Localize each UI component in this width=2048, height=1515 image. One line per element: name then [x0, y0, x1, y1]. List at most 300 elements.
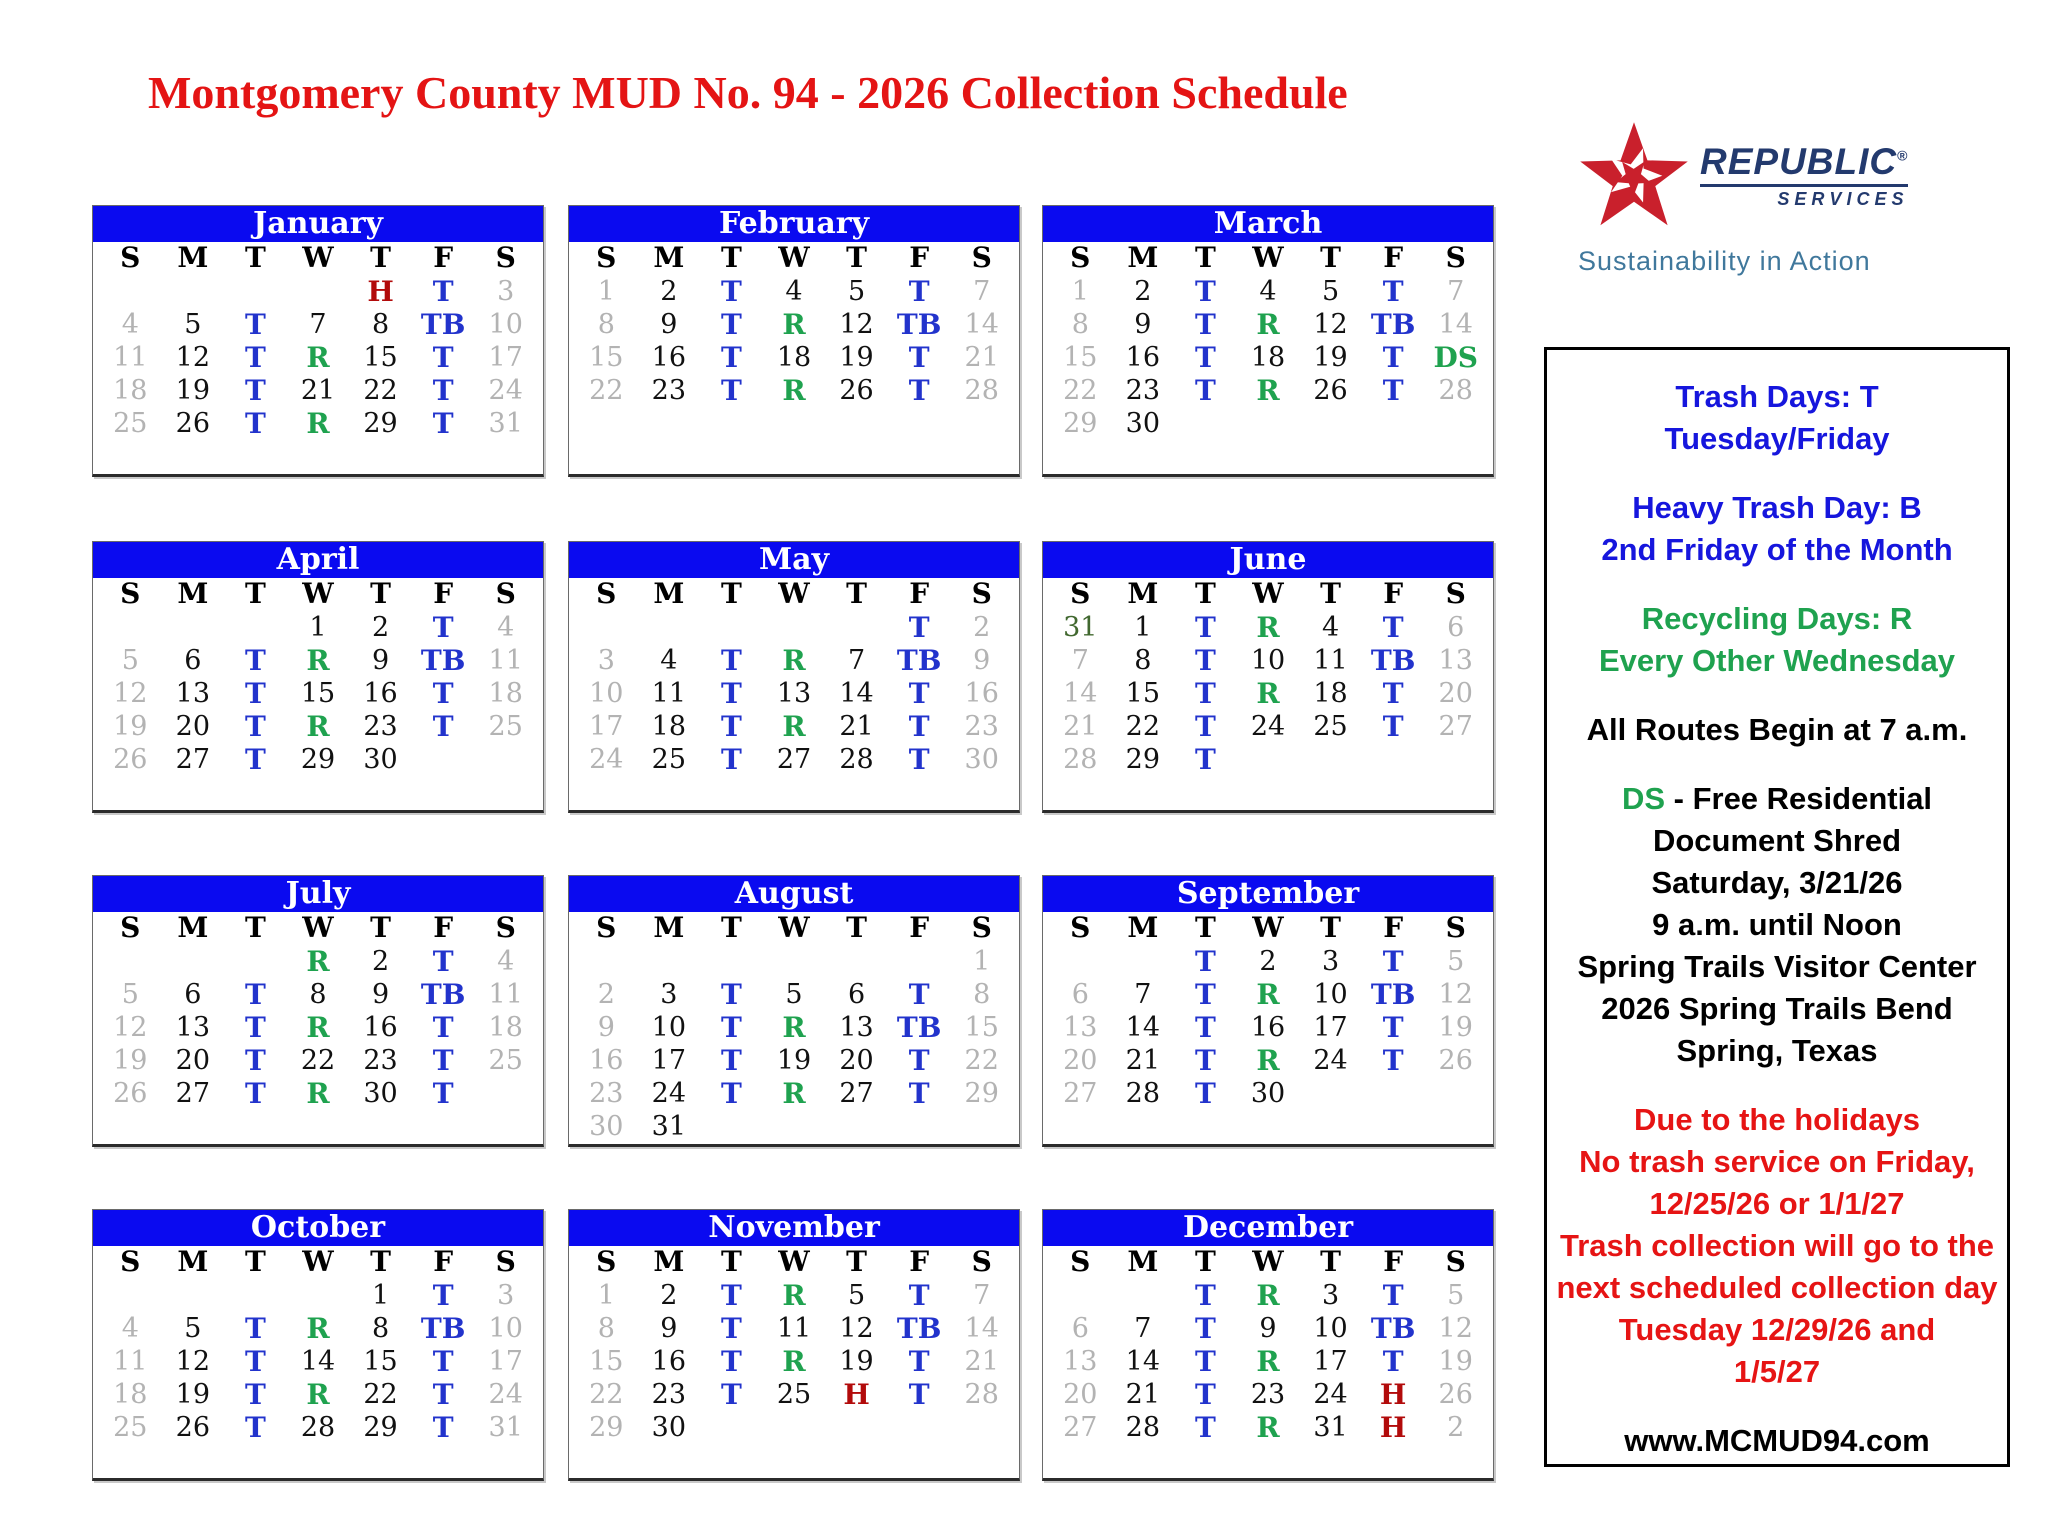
logo-tagline: Sustainability in Action — [1578, 246, 1871, 276]
calendar-day-cell — [224, 1279, 287, 1312]
calendar-day-cell — [1049, 1110, 1112, 1143]
calendar-day-cell: T — [1195, 275, 1216, 308]
calendar-day-cell — [99, 275, 162, 308]
calendar-day-cell: 8 — [597, 309, 615, 340]
calendar-day-cell — [224, 1110, 287, 1143]
calendar-day-cell: R — [1256, 1279, 1280, 1312]
calendar-day-cell — [1362, 743, 1425, 776]
day-of-week-header: S — [1070, 1245, 1091, 1278]
calendar-day-cell: 13 — [1438, 645, 1473, 676]
calendar-day-cell: 2 — [1259, 946, 1277, 977]
calendar-day-cell: 2 — [660, 276, 678, 307]
calendar-day-cell — [1112, 1110, 1175, 1143]
calendar-day-cell — [1237, 440, 1300, 473]
logo-sub-text: SERVICES — [1700, 184, 1908, 210]
calendar-day-cell: T — [1382, 1044, 1404, 1077]
calendar-day-cell: T — [1195, 374, 1216, 407]
calendar-day-cell — [474, 1444, 537, 1477]
calendar-day-cell — [888, 1444, 951, 1477]
calendar-day-cell — [575, 1444, 638, 1477]
calendar-day-cell: 18 — [113, 1379, 148, 1410]
calendar-day-cell: 28 — [1125, 1078, 1161, 1109]
calendar-day-cell: 11 — [488, 979, 523, 1010]
calendar-day-cell: 14 — [1063, 678, 1098, 709]
calendar-day-cell — [700, 945, 763, 978]
calendar-day-cell: 22 — [589, 375, 624, 406]
calendar-day-cell: T — [1195, 1044, 1216, 1077]
calendar-day-cell: 5 — [785, 979, 803, 1010]
calendar-day-cell: 3 — [497, 276, 515, 307]
month-september — [1042, 875, 1494, 1147]
calendar-day-cell: 11 — [1313, 645, 1348, 676]
calendar-day-cell: 26 — [839, 375, 874, 406]
calendar-day-cell: 18 — [113, 375, 148, 406]
calendar-day-cell — [950, 1444, 1013, 1477]
day-of-week-header: T — [1320, 577, 1341, 610]
calendar-day-cell — [99, 1279, 162, 1312]
calendar-day-cell: 25 — [651, 744, 687, 775]
day-of-week-header: S — [596, 577, 617, 610]
month-title: May — [569, 542, 1019, 578]
legend-line: 9 a.m. until Noon — [1652, 907, 1902, 942]
day-of-week-header: T — [1320, 241, 1341, 274]
calendar-day-cell: 10 — [1313, 979, 1348, 1010]
legend-line: All Routes Begin at 7 a.m. — [1586, 712, 1968, 747]
calendar-day-cell — [412, 1110, 475, 1143]
calendar-day-cell: T — [1195, 1345, 1216, 1378]
calendar-day-cell: T — [432, 407, 454, 440]
day-of-week-header: T — [370, 577, 391, 610]
calendar-day-cell: 21 — [300, 375, 336, 406]
calendar-day-cell: T — [245, 1312, 266, 1345]
day-of-week-header: T — [370, 911, 391, 944]
calendar-day-cell: 23 — [589, 1078, 624, 1109]
calendar-day-cell — [1049, 1444, 1112, 1477]
calendar-day-cell: 28 — [1125, 1412, 1161, 1443]
calendar-day-cell: 9 — [371, 979, 390, 1010]
calendar-day-cell: T — [432, 374, 454, 407]
calendar-day-cell: 15 — [363, 1346, 398, 1377]
calendar-day-cell: 17 — [1313, 1346, 1348, 1377]
calendar-day-cell: 7 — [309, 309, 327, 340]
calendar-day-cell: 27 — [1063, 1078, 1098, 1109]
calendar-day-cell: 31 — [488, 408, 523, 439]
month-april — [92, 541, 544, 813]
calendar-day-cell: 25 — [488, 711, 523, 742]
calendar-day-cell: R — [306, 710, 330, 743]
calendar-day-cell: 5 — [121, 645, 139, 676]
legend-section — [1555, 376, 1999, 460]
calendar-day-cell: 1 — [1071, 276, 1089, 307]
calendar-day-cell: H — [843, 1378, 870, 1411]
calendar-day-cell: 12 — [113, 678, 148, 709]
calendar-day-cell: T — [1195, 1279, 1216, 1312]
calendar-day-cell: 30 — [964, 744, 999, 775]
calendar-day-cell: 13 — [175, 1012, 211, 1043]
calendar-day-cell: T — [908, 710, 930, 743]
calendar-day-cell: 14 — [1125, 1012, 1161, 1043]
calendar-day-cell: 22 — [363, 375, 398, 406]
calendar-day-cell: 13 — [1063, 1012, 1098, 1043]
calendar-day-cell: T — [721, 743, 742, 776]
calendar-day-cell: 2 — [973, 612, 991, 643]
calendar-day-cell: 24 — [1313, 1045, 1348, 1076]
calendar-day-cell — [888, 776, 951, 809]
calendar-day-cell — [1237, 743, 1300, 776]
calendar-day-cell: 5 — [184, 309, 202, 340]
calendar-day-cell: T — [245, 374, 266, 407]
calendar-day-cell: 11 — [113, 1346, 148, 1377]
day-of-week-header: S — [1070, 577, 1091, 610]
calendar-day-cell — [349, 1110, 412, 1143]
calendar-day-cell — [1049, 945, 1112, 978]
calendar-day-cell: 24 — [651, 1078, 687, 1109]
calendar-day-cell — [825, 611, 888, 644]
calendar-day-cell: 25 — [776, 1379, 812, 1410]
day-of-week-header: S — [1070, 241, 1091, 274]
calendar-day-cell: 25 — [1313, 711, 1348, 742]
calendar-day-cell — [224, 776, 287, 809]
calendar-day-cell: T — [1195, 611, 1216, 644]
calendar-day-cell: 23 — [1250, 1379, 1286, 1410]
calendar-day-cell: 13 — [776, 678, 812, 709]
day-of-week-header: W — [1252, 577, 1284, 610]
month-title: February — [569, 206, 1019, 242]
day-of-week-header: S — [1445, 577, 1466, 610]
calendar-day-cell — [474, 1077, 537, 1110]
calendar-day-cell: 1 — [597, 1280, 615, 1311]
calendar-day-cell: 28 — [964, 375, 999, 406]
day-of-week-header: T — [1195, 577, 1216, 610]
day-of-week-header: S — [1445, 911, 1466, 944]
calendar-day-cell: 6 — [1447, 612, 1465, 643]
calendar-day-cell — [1362, 776, 1425, 809]
day-of-week-header: S — [971, 577, 992, 610]
calendar-day-cell: 4 — [660, 645, 678, 676]
calendar-day-cell: T — [1382, 275, 1404, 308]
calendar-day-cell: T — [432, 945, 454, 978]
calendar-day-cell: 23 — [1125, 375, 1161, 406]
calendar-day-cell — [1112, 945, 1175, 978]
calendar-day-cell: 19 — [1438, 1012, 1473, 1043]
calendar-day-cell — [888, 440, 951, 473]
month-days-grid — [1043, 912, 1493, 1143]
calendar-day-cell: 27 — [175, 744, 211, 775]
calendar-day-cell: R — [782, 644, 806, 677]
calendar-day-cell — [474, 440, 537, 473]
calendar-day-cell: 12 — [175, 1346, 211, 1377]
day-of-week-header: S — [971, 241, 992, 274]
calendar-day-cell: T — [721, 1345, 742, 1378]
calendar-day-cell: 19 — [175, 1379, 211, 1410]
calendar-day-cell: T — [721, 275, 742, 308]
calendar-day-cell: T — [721, 1044, 742, 1077]
calendar-day-cell: T — [245, 743, 266, 776]
calendar-day-cell: 19 — [1438, 1346, 1473, 1377]
day-of-week-header: S — [495, 577, 516, 610]
day-of-week-header: W — [302, 577, 334, 610]
day-of-week-header: S — [596, 1245, 617, 1278]
calendar-day-cell: 29 — [363, 408, 398, 439]
calendar-day-cell: 13 — [175, 678, 211, 709]
calendar-day-cell: T — [1382, 611, 1404, 644]
calendar-day-cell — [1174, 1110, 1237, 1143]
calendar-day-cell: 20 — [175, 1045, 211, 1076]
calendar-day-cell — [1424, 743, 1487, 776]
calendar-day-cell: 27 — [175, 1078, 211, 1109]
legend-line: www.MCMUD94.com — [1624, 1423, 1930, 1458]
month-title: August — [569, 876, 1019, 912]
day-of-week-header: M — [177, 911, 209, 944]
calendar-day-cell: H — [1379, 1378, 1407, 1411]
calendar-day-cell: 18 — [488, 1012, 523, 1043]
calendar-day-cell — [638, 945, 701, 978]
calendar-day-cell: 21 — [964, 1346, 999, 1377]
day-of-week-header: M — [653, 911, 685, 944]
calendar-day-cell: 30 — [589, 1111, 624, 1142]
calendar-day-cell: 3 — [1321, 946, 1340, 977]
month-days-grid — [569, 912, 1019, 1143]
calendar-day-cell — [412, 1444, 475, 1477]
calendar-day-cell: R — [1256, 374, 1280, 407]
day-of-week-header: S — [495, 1245, 516, 1278]
calendar-day-cell: TB — [420, 308, 466, 341]
calendar-day-cell: 2 — [1134, 276, 1152, 307]
calendar-day-cell: T — [1195, 1378, 1216, 1411]
calendar-day-cell — [638, 1444, 701, 1477]
calendar-day-cell — [638, 407, 701, 440]
calendar-day-cell: R — [782, 1077, 806, 1110]
calendar-day-cell: 29 — [964, 1078, 999, 1109]
calendar-day-cell: 12 — [175, 342, 211, 373]
calendar-day-cell: T — [908, 1044, 930, 1077]
calendar-day-cell — [1112, 440, 1175, 473]
calendar-day-cell: 15 — [589, 1346, 624, 1377]
calendar-day-cell — [950, 1411, 1013, 1444]
calendar-day-cell: 16 — [1250, 1012, 1286, 1043]
calendar-day-cell: 1 — [597, 276, 615, 307]
calendar-day-cell: TB — [1370, 308, 1416, 341]
calendar-day-cell — [1237, 1444, 1300, 1477]
legend-line: No trash service on Friday, — [1579, 1144, 1975, 1179]
calendar-day-cell: 15 — [589, 342, 624, 373]
calendar-day-cell: 31 — [488, 1412, 523, 1443]
legend-line: Heavy Trash Day: B — [1632, 490, 1922, 525]
legend-line: Spring, Texas — [1676, 1033, 1878, 1068]
calendar-day-cell — [1299, 743, 1362, 776]
month-title: July — [93, 876, 543, 912]
calendar-day-cell: T — [721, 1378, 742, 1411]
calendar-day-cell: T — [432, 677, 454, 710]
day-of-week-header: T — [1320, 1245, 1341, 1278]
calendar-day-cell — [1362, 1077, 1425, 1110]
calendar-day-cell: DS — [1433, 341, 1478, 374]
calendar-day-cell: 7 — [847, 645, 866, 676]
calendar-day-cell: 1 — [1134, 612, 1152, 643]
calendar-day-cell: 6 — [847, 979, 866, 1010]
calendar-day-cell: T — [245, 407, 266, 440]
calendar-day-cell: 5 — [1447, 946, 1465, 977]
day-of-week-header: S — [120, 911, 141, 944]
calendar-day-cell: T — [245, 1011, 266, 1044]
calendar-day-cell: T — [1382, 710, 1404, 743]
day-of-week-header: W — [1252, 911, 1284, 944]
calendar-day-cell: TB — [420, 978, 466, 1011]
calendar-day-cell: 4 — [1321, 612, 1340, 643]
calendar-day-cell: 17 — [488, 342, 523, 373]
calendar-day-cell: T — [721, 341, 742, 374]
calendar-day-cell — [474, 776, 537, 809]
calendar-day-cell — [162, 1279, 225, 1312]
calendar-day-cell — [287, 440, 350, 473]
calendar-day-cell: 12 — [113, 1012, 148, 1043]
calendar-day-cell: 9 — [597, 1012, 615, 1043]
calendar-day-cell — [1174, 1444, 1237, 1477]
day-of-week-header: T — [721, 1245, 742, 1278]
calendar-day-cell — [224, 275, 287, 308]
calendar-day-cell — [162, 1444, 225, 1477]
calendar-day-cell: T — [908, 341, 930, 374]
calendar-day-cell: T — [721, 374, 742, 407]
day-of-week-header: S — [1445, 1245, 1466, 1278]
calendar-day-cell — [224, 611, 287, 644]
calendar-day-cell: 23 — [651, 375, 687, 406]
calendar-day-cell: T — [1195, 945, 1216, 978]
month-october — [92, 1209, 544, 1481]
day-of-week-header: F — [909, 577, 930, 610]
calendar-day-cell: 19 — [839, 342, 874, 373]
calendar-day-cell: T — [432, 611, 454, 644]
month-title: January — [93, 206, 543, 242]
calendar-day-cell: 18 — [1250, 342, 1286, 373]
calendar-day-cell: 8 — [309, 979, 327, 1010]
legend-line: Recycling Days: R — [1641, 601, 1913, 636]
legend-line: Trash collection will go to the — [1559, 1228, 1995, 1263]
calendar-day-cell: T — [908, 1279, 930, 1312]
calendar-day-cell: 7 — [1071, 645, 1089, 676]
day-of-week-header: W — [302, 241, 334, 274]
day-of-week-header: F — [1383, 1245, 1404, 1278]
month-days-grid — [93, 242, 543, 473]
month-days-grid — [93, 578, 543, 809]
calendar-day-cell: 14 — [300, 1346, 336, 1377]
calendar-day-cell: 6 — [1071, 979, 1089, 1010]
calendar-day-cell: T — [432, 275, 454, 308]
calendar-day-cell: R — [1256, 677, 1280, 710]
day-of-week-header: T — [1195, 911, 1216, 944]
month-march — [1042, 205, 1494, 477]
calendar-day-cell: 13 — [839, 1012, 874, 1043]
calendar-day-cell: TB — [1370, 978, 1416, 1011]
calendar-day-cell: 5 — [121, 979, 139, 1010]
calendar-day-cell: 19 — [839, 1346, 874, 1377]
legend-section — [1555, 598, 1999, 682]
calendar-day-cell — [99, 945, 162, 978]
calendar-day-cell: 14 — [964, 309, 999, 340]
calendar-day-cell — [888, 945, 951, 978]
calendar-day-cell — [287, 776, 350, 809]
day-of-week-header: F — [433, 577, 454, 610]
day-of-week-header: F — [909, 241, 930, 274]
legend-section — [1555, 487, 1999, 571]
calendar-day-cell: 8 — [1134, 645, 1152, 676]
calendar-day-cell — [763, 407, 826, 440]
legend-segment: DS — [1621, 781, 1666, 816]
calendar-day-cell — [1174, 440, 1237, 473]
calendar-day-cell: 14 — [1438, 309, 1473, 340]
calendar-day-cell: T — [245, 1345, 266, 1378]
calendar-day-cell: 14 — [1125, 1346, 1161, 1377]
calendar-day-cell: 5 — [847, 276, 866, 307]
calendar-day-cell — [950, 407, 1013, 440]
calendar-day-cell: R — [306, 945, 330, 978]
calendar-day-cell: 18 — [1313, 678, 1348, 709]
legend-line: next scheduled collection day — [1556, 1270, 1998, 1305]
calendar-day-cell: 23 — [964, 711, 999, 742]
day-of-week-header: T — [721, 577, 742, 610]
calendar-day-cell: 6 — [1071, 1313, 1089, 1344]
calendar-day-cell: T — [1195, 677, 1216, 710]
day-of-week-header: F — [909, 911, 930, 944]
calendar-day-cell — [1299, 776, 1362, 809]
calendar-day-cell: 10 — [488, 309, 523, 340]
calendar-day-cell: 2 — [597, 979, 615, 1010]
calendar-day-cell: 2 — [1447, 1412, 1465, 1443]
calendar-day-cell: T — [908, 1077, 930, 1110]
calendar-day-cell: T — [245, 677, 266, 710]
logo-name-text: REPUBLIC — [1700, 140, 1898, 182]
calendar-day-cell — [349, 776, 412, 809]
calendar-day-cell — [888, 1110, 951, 1143]
calendar-day-cell — [763, 776, 826, 809]
calendar-day-cell: 15 — [300, 678, 336, 709]
calendar-day-cell: 14 — [964, 1313, 999, 1344]
day-of-week-header: T — [1195, 241, 1216, 274]
calendar-day-cell: 1 — [309, 612, 327, 643]
calendar-day-cell: T — [1382, 677, 1404, 710]
calendar-day-cell: 15 — [363, 342, 398, 373]
calendar-day-cell: 17 — [589, 711, 624, 742]
calendar-day-cell: 21 — [839, 711, 874, 742]
calendar-day-cell: R — [782, 710, 806, 743]
calendar-day-cell: 22 — [589, 1379, 624, 1410]
day-of-week-header: S — [596, 911, 617, 944]
calendar-day-cell: 16 — [1125, 342, 1161, 373]
calendar-day-cell: 1 — [371, 1280, 390, 1311]
calendar-day-cell: R — [1256, 308, 1280, 341]
calendar-day-cell: 4 — [121, 1313, 139, 1344]
calendar-day-cell: T — [245, 710, 266, 743]
calendar-day-cell: R — [306, 644, 330, 677]
calendar-day-cell: 7 — [973, 1280, 991, 1311]
legend-line: 1/5/27 — [1733, 1354, 1821, 1389]
calendar-day-cell — [763, 1444, 826, 1477]
calendar-day-cell: 13 — [1063, 1346, 1098, 1377]
calendar-day-cell: 27 — [1063, 1412, 1098, 1443]
calendar-day-cell: 22 — [1125, 711, 1161, 742]
calendar-day-cell: R — [306, 407, 330, 440]
day-of-week-header: T — [846, 1245, 867, 1278]
calendar-day-cell — [224, 945, 287, 978]
calendar-day-cell: T — [1382, 1011, 1404, 1044]
calendar-day-cell: T — [721, 644, 742, 677]
calendar-day-cell: R — [1256, 1345, 1280, 1378]
day-of-week-header: T — [1320, 911, 1341, 944]
calendar-day-cell: R — [306, 1312, 330, 1345]
calendar-day-cell: 30 — [1250, 1078, 1286, 1109]
calendar-day-cell: 23 — [363, 1045, 398, 1076]
calendar-day-cell: R — [782, 1011, 806, 1044]
